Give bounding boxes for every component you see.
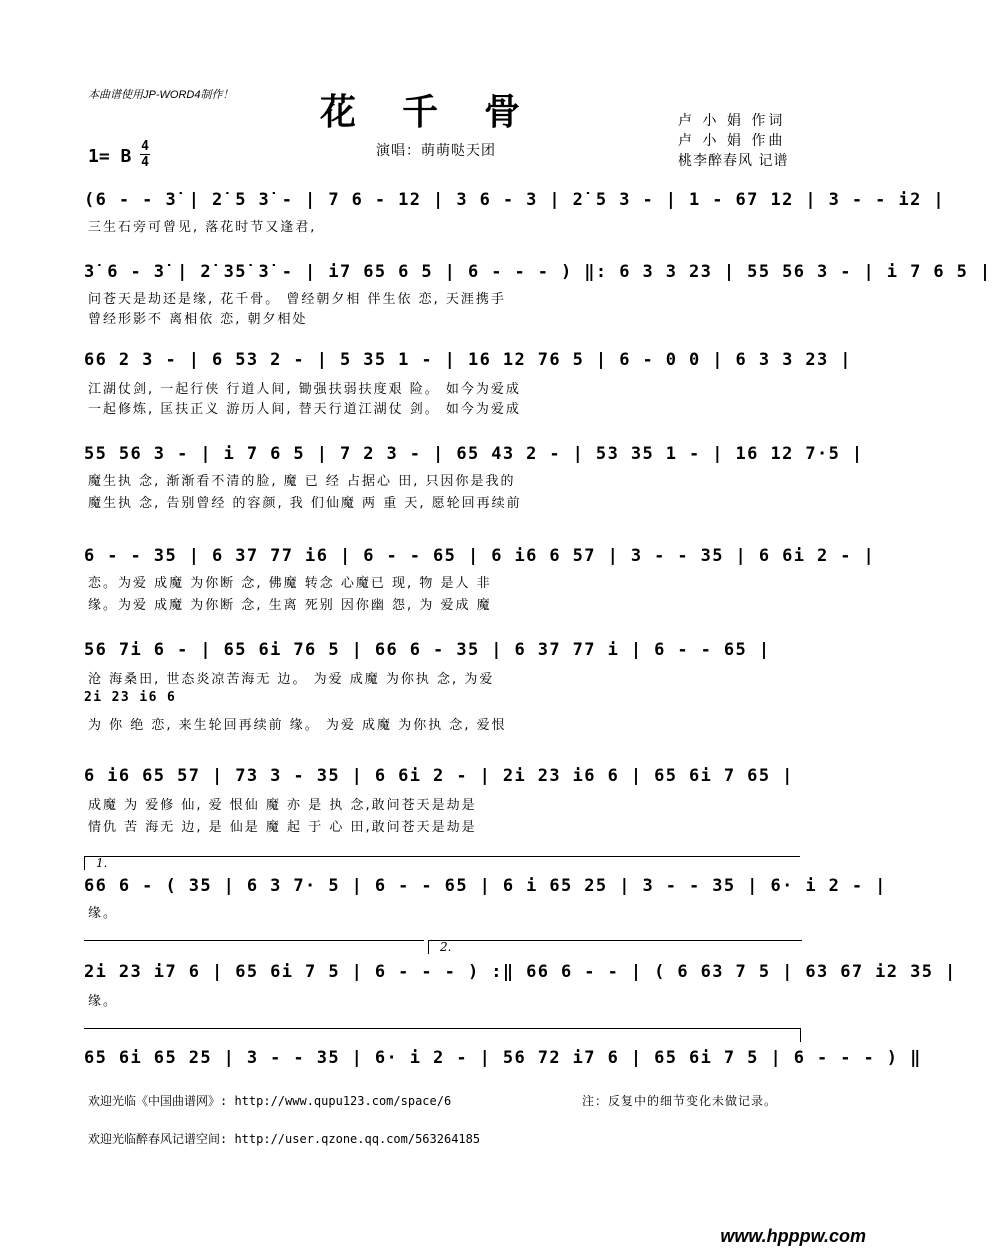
notation-row-6: 56 7i 6 - | 65 6i 76 5 | 66 6 - 35 | 6 37 77 i | 6 - - 65 | <box>84 640 771 660</box>
ending-2-bracket <box>428 940 802 941</box>
notation-row-6-sub: 2i 23 i6 6 <box>84 690 177 705</box>
notation-row-8: 66 6 - ( 35 | 6 3 7· 5 | 6 - - 65 | 6 i 65 25 | 3 - - 35 | 6· i 2 - | <box>84 876 887 896</box>
lyric-row-1-line-1: 三生石旁可曾见, 落花时节又逢君, <box>88 220 317 235</box>
lyric-row-5-line-1: 恋。为爱 成魔 为你断 念, 佛魔 转念 心魔已 现, 物 是人 非 <box>88 576 492 591</box>
lyric-row-3-line-2: 一起修炼, 匡扶正义 游历人间, 替天行道江湖仗 剑。 如今为爱成 <box>88 402 521 417</box>
lyric-row-3-line-1: 江湖仗剑, 一起行侠 行道人间, 锄强扶弱扶度艰 险。 如今为爱成 <box>88 382 521 397</box>
lyric-row-4-line-2: 魔生执 念, 告别曾经 的容颜, 我 们仙魔 两 重 天, 愿轮回再续前 <box>88 496 522 511</box>
notation-row-4: 55 56 3 - | i 7 6 5 | 7 2 3 - | 65 43 2 - | 53 35 1 - | 16 12 7·5 | <box>84 444 864 464</box>
notation-row-1: (6 - - 3̇ | 2̇ 5 3̇ - | 7 6 - 12 | 3 6 - 3 | 2̇ 5 3 - | 1 - 67 12 | 3 - - i2 | <box>84 190 945 210</box>
lyric-row-7-line-1: 成魔 为 爱修 仙, 爱 恨仙 魔 亦 是 执 念,敢问苍天是劫是 <box>88 798 477 813</box>
notation-row-5: 6 - - 35 | 6 37 77 i6 | 6 - - 65 | 6 i6 6 57 | 3 - - 35 | 6 6i 2 - | <box>84 546 876 566</box>
song-title: 花千骨 <box>320 91 567 133</box>
notation-row-7: 6 i6 65 57 | 73 3 - 35 | 6 6i 2 - | 2i 23 i6 6 | 65 6i 7 65 | <box>84 766 794 786</box>
time-bottom: 4 <box>141 155 149 170</box>
footer-note: 注：反复中的细节变化未做记录。 <box>582 1094 778 1108</box>
ending-1-label: 1. <box>96 856 108 870</box>
lyric-row-7-line-2: 情仇 苦 海无 边, 是 仙是 魔 起 于 心 田,敢问苍天是劫是 <box>88 820 477 835</box>
singer-credit: 演唱：萌萌哒天团 <box>376 143 496 159</box>
composer-credit: 卢 小 娟 作曲 <box>678 133 786 149</box>
lyric-row-6-line-1: 沧 海桑田, 世态炎凉苦海无 边。 为爱 成魔 为你执 念, 为爱 <box>88 672 495 687</box>
lyric-row-2-line-1: 问苍天是劫还是缘, 花千骨。 曾经朝夕相 伴生依 恋, 天涯携手 <box>88 292 506 307</box>
ending-2-label: 2. <box>440 940 452 954</box>
ending-1-bracket-edge <box>84 856 85 870</box>
lyric-row-5-line-2: 缘。为爱 成魔 为你断 念, 生离 死别 因你幽 怨, 为 爱成 魔 <box>88 598 492 613</box>
notation-row-3: 66 2 3 - | 6 53 2 - | 5 35 1 - | 16 12 76 5 | 6 - 0 0 | 6 3 3 23 | <box>84 350 852 370</box>
notation-row-9: 2i 23 i7 6 | 65 6i 7 5 | 6 - - - ) :‖ 66 6 - - | ( 6 63 7 5 | 63 67 i2 35 | <box>84 962 957 982</box>
ending-2-bracket-end <box>800 1028 801 1042</box>
time-top: 4 <box>141 139 149 154</box>
key-signature: 1= B <box>88 146 132 167</box>
lyric-row-4-line-1: 魔生执 念, 渐渐看不清的脸, 魔 已 经 占据心 田, 只因你是我的 <box>88 474 516 489</box>
ending-1-bracket <box>84 856 800 857</box>
lyric-row-8-line-1: 缘。 <box>88 906 119 921</box>
transcriber-credit: 桃李醉春风 记谱 <box>678 153 789 169</box>
lyric-row-9-line-1: 缘。 <box>88 994 119 1009</box>
lyric-row-6-line-2: 为 你 绝 恋, 来生轮回再续前 缘。 为爱 成魔 为你执 念, 爱恨 <box>88 718 507 733</box>
ending-2-bracket-cont <box>84 1028 800 1029</box>
time-signature <box>140 140 150 169</box>
ending-2-bracket-edge <box>428 940 429 954</box>
lyric-row-2-line-2: 曾经形影不 离相依 恋, 朝夕相处 <box>88 312 308 327</box>
notation-row-2: 3̇ 6 - 3̇ | 2̇ 35̇ 3̇ - | i7 65 6 5 | 6 - - - ) ‖: 6 3 3 23 | 55 56 3 - | i 7 6 5 | <box>84 262 992 282</box>
footer-site-line: 欢迎光临《中国曲谱网》: http://www.qupu123.com/space/6 <box>88 1094 452 1108</box>
ending-1-bracket-cont <box>84 940 424 941</box>
footer-space-line: 欢迎光临醉春风记谱空间: http://user.qzone.qq.com/563264185 <box>88 1132 481 1146</box>
tool-note: 本曲谱使用JP-WORD4制作！ <box>88 89 234 101</box>
notation-row-10: 65 6i 65 25 | 3 - - 35 | 6· i 2 - | 56 72 i7 6 | 65 6i 7 5 | 6 - - - ) ‖ <box>84 1048 922 1068</box>
lyricist-credit: 卢 小 娟 作词 <box>678 113 786 129</box>
watermark: www.hpppw.com <box>720 1226 866 1246</box>
